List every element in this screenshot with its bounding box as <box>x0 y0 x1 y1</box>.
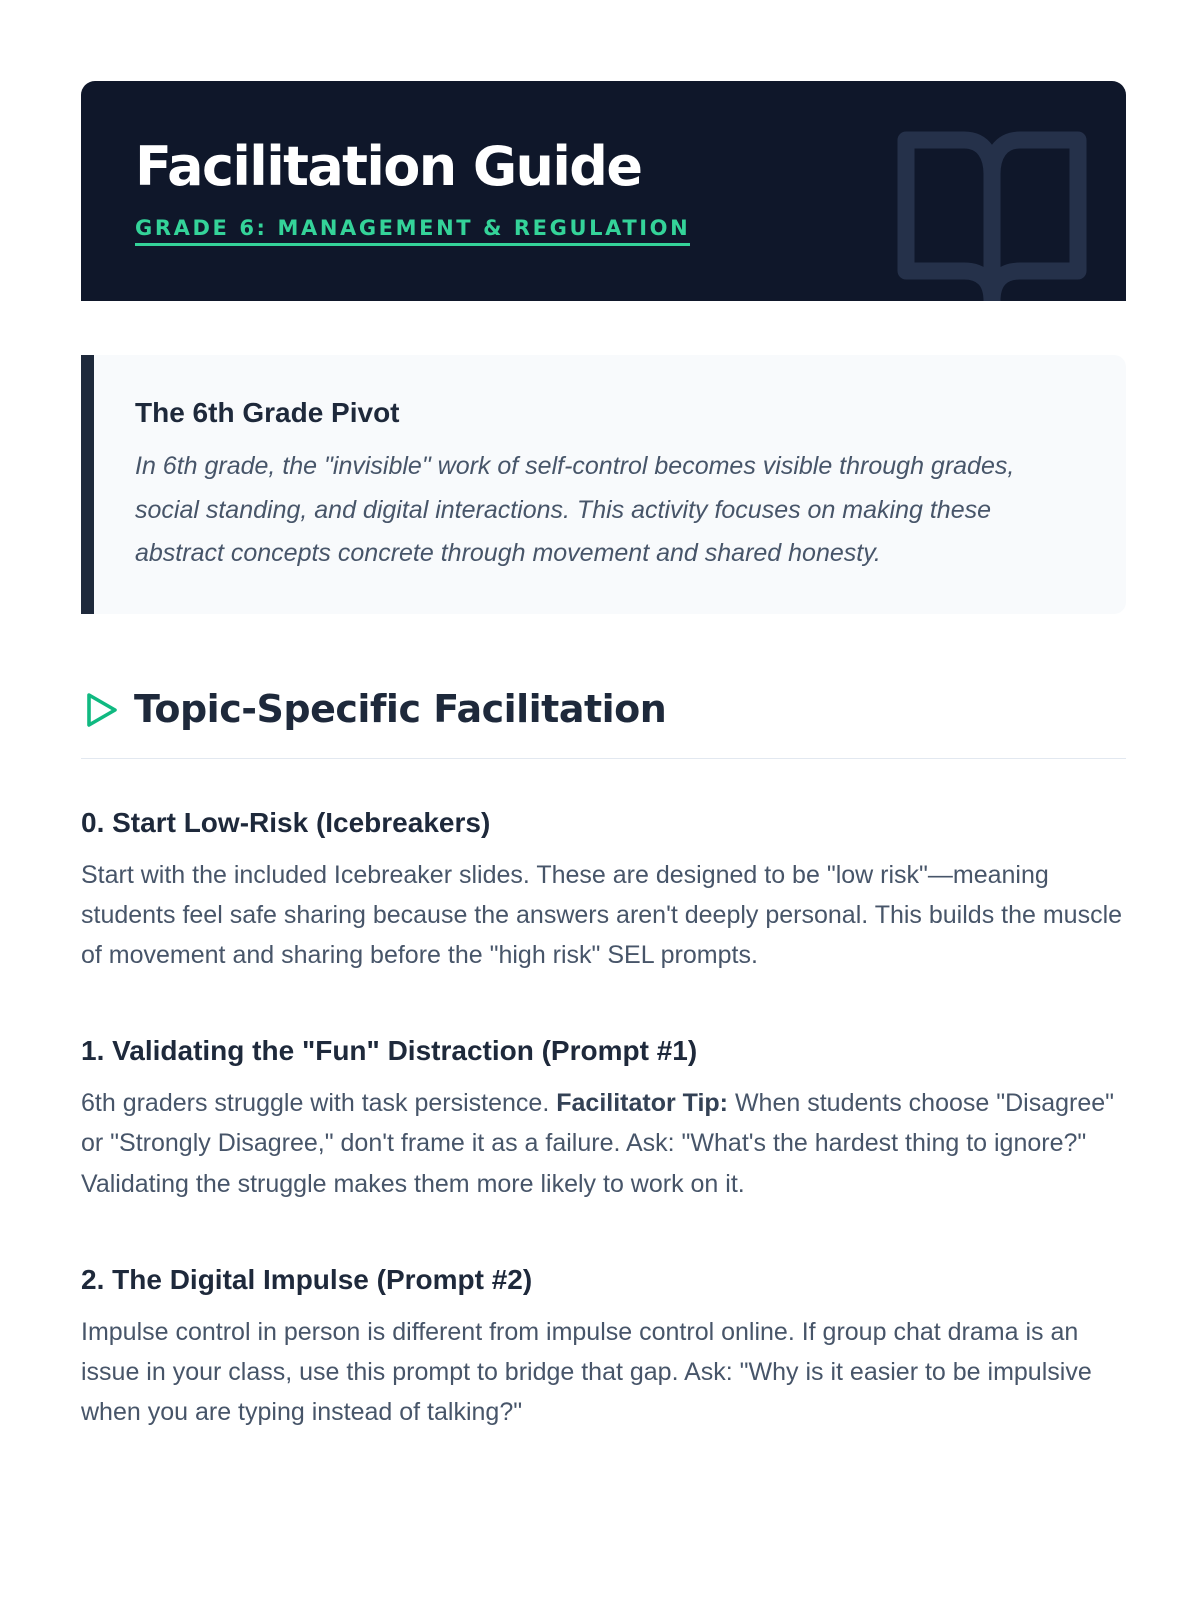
page-title: Facilitation Guide <box>135 135 642 198</box>
item-text-tip: When students choose "Disagree" or "Strongly Disagree," don't frame it as a failure. Ask: "What's the hardest thing to ignore?" Validating the struggle makes them more likely to work on it. <box>81 1089 1115 1198</box>
callout-title: The 6th Grade Pivot <box>135 397 400 428</box>
grade-pivot-callout <box>81 355 1126 614</box>
book-icon <box>894 126 1090 301</box>
item-text-intro: 6th graders struggle with task persistence. <box>81 1089 557 1118</box>
guide-header <box>81 81 1126 301</box>
item-title: 0. Start Low-Risk (Icebreakers) <box>81 806 491 838</box>
item-text: Impulse control in person is different from impulse control online. If group chat drama is an issue in your class, use this prompt to bridge that gap. Ask: "Why is it easier to be impulsive when you are typing instead of talking?" <box>81 1317 1092 1427</box>
item-title: 2. The Digital Impulse (Prompt #2) <box>81 1263 533 1295</box>
facilitator-tip-label: Facilitator Tip: <box>556 1089 729 1118</box>
facilitation-item-fun-distraction <box>81 1033 1126 1204</box>
item-text <box>81 1083 1126 1204</box>
section-heading <box>81 680 1126 759</box>
section-title: Topic-Specific Facilitation <box>134 686 667 731</box>
facilitation-guide-page <box>81 81 1126 1432</box>
callout-text: In 6th grade, the "invisible" work of self-control becomes visible through grades, social standing, and digital interactions. This activity focuses on making these abstract concepts concrete through movement and shared honesty. <box>135 452 1015 567</box>
facilitation-item-digital-impulse <box>81 1262 1126 1433</box>
item-title: 1. Validating the "Fun" Distraction (Prompt #1) <box>81 1035 698 1067</box>
item-text: Start with the included Icebreaker slides. These are designed to be "low risk"—meaning students feel safe sharing because the answers aren't deeply personal. This builds the muscle of movement and sharing before the "high risk" SEL prompts. <box>81 860 1123 969</box>
grade-subtitle: GRADE 6: MANAGEMENT & REGULATION <box>135 216 690 246</box>
facilitation-item-icebreakers <box>81 805 1126 976</box>
play-icon <box>85 691 119 729</box>
